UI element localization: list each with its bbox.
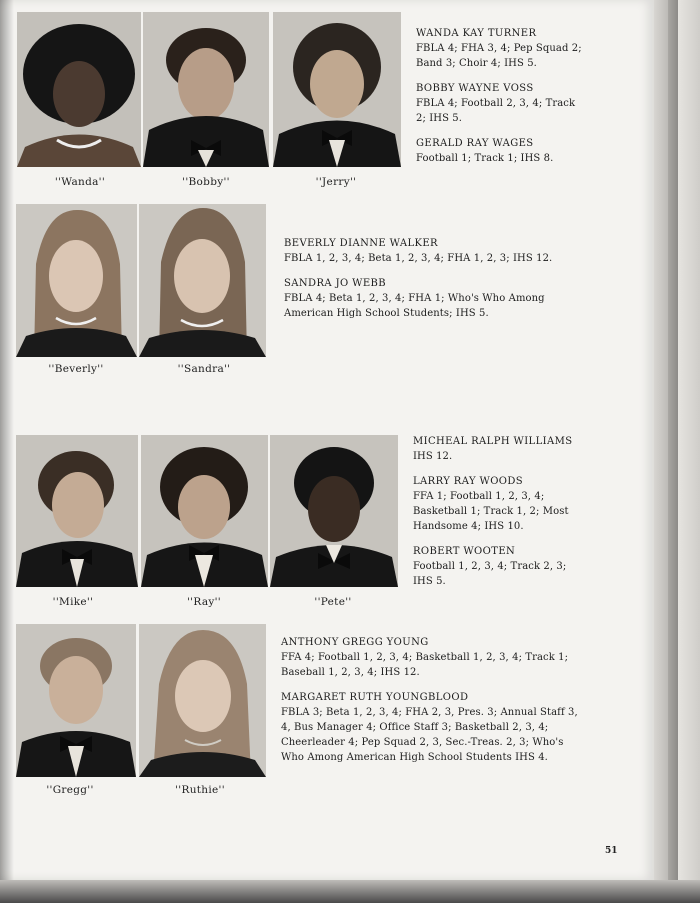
portrait-photo-mike bbox=[16, 435, 138, 587]
bio-entry bbox=[416, 82, 588, 126]
bio-entry bbox=[416, 27, 588, 71]
book-bottom-edge bbox=[0, 880, 700, 903]
student-full-name: BOBBY WAYNE VOSS bbox=[416, 83, 534, 94]
bio-entry bbox=[413, 545, 585, 589]
student-full-name: ANTHONY GREGG YOUNG bbox=[281, 637, 429, 648]
student-activities: IHS 12. bbox=[413, 451, 453, 462]
student-activities: FBLA 4; Beta 1, 2, 3, 4; FHA 1; Who's Who Among American High School Students; IHS 5. bbox=[284, 293, 545, 319]
bio-block-row-2 bbox=[284, 237, 584, 332]
portrait-photo-gregg bbox=[16, 624, 136, 777]
student-activities: Football 1; Track 1; IHS 8. bbox=[416, 153, 554, 164]
portrait-photo-beverly bbox=[16, 204, 137, 357]
book-page-edge bbox=[654, 0, 668, 903]
portrait-photo-ray bbox=[141, 435, 268, 587]
portrait-jerry-image bbox=[273, 12, 401, 167]
bio-entry bbox=[281, 636, 587, 680]
bio-entry bbox=[284, 237, 584, 266]
student-full-name: MARGARET RUTH YOUNGBLOOD bbox=[281, 692, 469, 703]
portrait-photo-pete bbox=[270, 435, 398, 587]
portrait-sandra-image bbox=[139, 204, 266, 357]
portrait-photo-sandra bbox=[139, 204, 266, 357]
caption-bobby: ''Bobby'' bbox=[182, 176, 230, 188]
student-full-name: WANDA KAY TURNER bbox=[416, 28, 537, 39]
portrait-mike-image bbox=[16, 435, 138, 587]
portrait-beverly-image bbox=[16, 204, 137, 357]
student-activities: FFA 1; Football 1, 2, 3, 4; Basketball 1; Track 1, 2; Most Handsome 4; IHS 10. bbox=[413, 491, 569, 532]
student-full-name: BEVERLY DIANNE WALKER bbox=[284, 238, 438, 249]
student-activities: FBLA 4; Football 2, 3, 4; Track 2; IHS 5. bbox=[416, 98, 576, 124]
bio-entry bbox=[413, 435, 585, 464]
bio-block-row-4 bbox=[281, 636, 587, 776]
caption-sandra: ''Sandra'' bbox=[177, 363, 231, 375]
bio-entry bbox=[416, 137, 588, 166]
portrait-ruthie-image bbox=[139, 624, 266, 777]
portrait-wanda-image bbox=[17, 12, 141, 167]
portrait-photo-wanda bbox=[17, 12, 141, 167]
student-full-name: GERALD RAY WAGES bbox=[416, 138, 534, 149]
student-activities: FBLA 1, 2, 3, 4; Beta 1, 2, 3, 4; FHA 1, 2, 3; IHS 12. bbox=[284, 253, 553, 264]
caption-gregg: ''Gregg'' bbox=[46, 784, 94, 796]
portrait-bobby-image bbox=[143, 12, 269, 167]
student-full-name: LARRY RAY WOODS bbox=[413, 476, 524, 487]
binding-shadow bbox=[0, 0, 14, 880]
caption-jerry: ''Jerry'' bbox=[315, 176, 357, 188]
caption-ruthie: ''Ruthie'' bbox=[175, 784, 225, 796]
student-activities: FBLA 4; FHA 3, 4; Pep Squad 2; Band 3; Choir 4; IHS 5. bbox=[416, 43, 582, 69]
student-activities: FFA 4; Football 1, 2, 3, 4; Basketball 1, 2, 3, 4; Track 1; Baseball 1, 2, 3, 4; IHS 12. bbox=[281, 652, 569, 678]
book-back-page bbox=[678, 0, 700, 903]
bio-entry bbox=[413, 475, 585, 534]
student-activities: FBLA 3; Beta 1, 2, 3, 4; FHA 2, 3, Pres. 3; Annual Staff 3, 4, Bus Manager 4; Office Staff 3; Basketball 2, 3, 4; Cheerleader 4; Pep Squad 2, 3, Sec.-Treas. 2, 3; Who's Who Among American High School Students IHS 4. bbox=[281, 707, 578, 763]
caption-mike: ''Mike'' bbox=[52, 596, 94, 608]
bio-block-row-1 bbox=[416, 27, 588, 177]
portrait-photo-bobby bbox=[143, 12, 269, 167]
caption-ray: ''Ray'' bbox=[187, 596, 221, 608]
student-activities: Football 1, 2, 3, 4; Track 2, 3; IHS 5. bbox=[413, 561, 567, 587]
caption-pete: ''Pete'' bbox=[314, 596, 352, 608]
page-number: 51 bbox=[605, 846, 618, 856]
student-full-name: SANDRA JO WEBB bbox=[284, 278, 387, 289]
bio-entry bbox=[281, 691, 587, 765]
student-full-name: ROBERT WOOTEN bbox=[413, 546, 516, 557]
bio-entry bbox=[284, 277, 584, 321]
portrait-pete-image bbox=[270, 435, 398, 587]
portrait-photo-jerry bbox=[273, 12, 401, 167]
student-full-name: MICHEAL RALPH WILLIAMS bbox=[413, 436, 573, 447]
portrait-gregg-image bbox=[16, 624, 136, 777]
caption-beverly: ''Beverly'' bbox=[48, 363, 104, 375]
book-spine-shadow bbox=[668, 0, 678, 903]
caption-wanda: ''Wanda'' bbox=[54, 176, 106, 188]
bio-block-row-3 bbox=[413, 435, 585, 600]
portrait-photo-ruthie bbox=[139, 624, 266, 777]
portrait-ray-image bbox=[141, 435, 268, 587]
